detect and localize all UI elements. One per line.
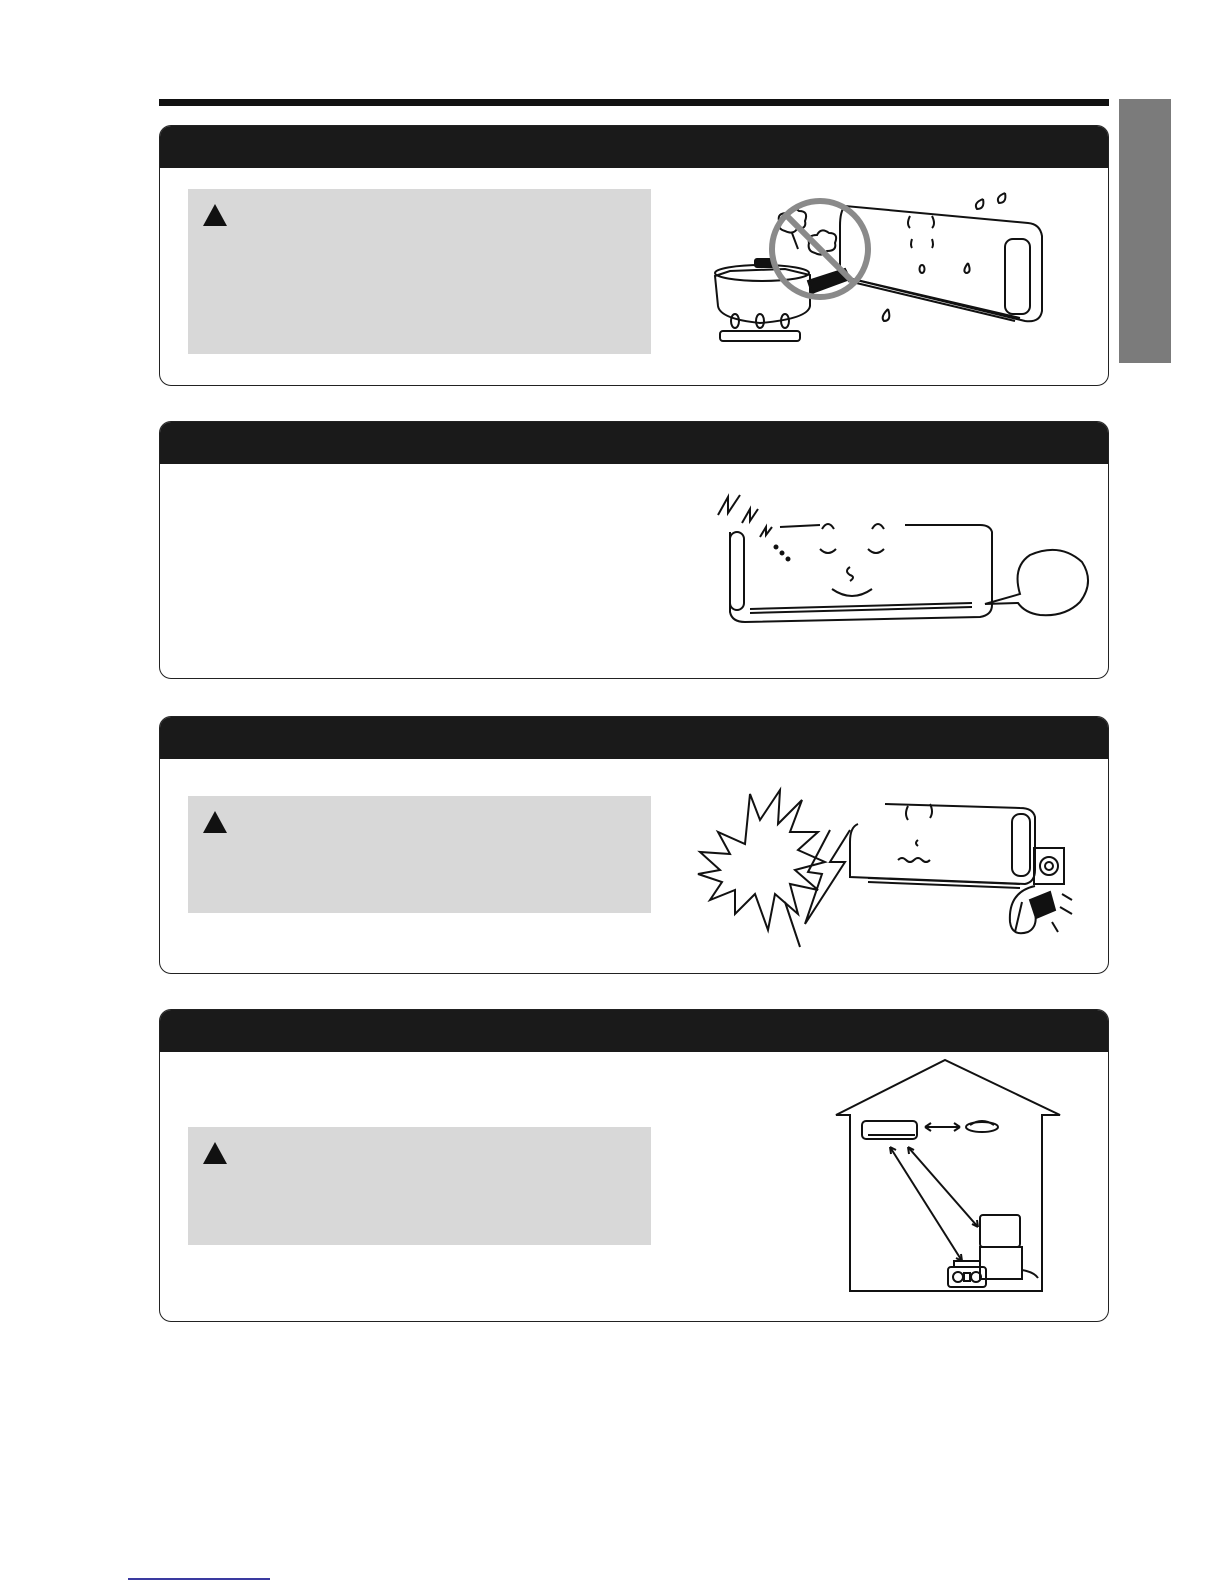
- section-cooking-steam: [159, 125, 1109, 386]
- section-header: [160, 422, 1108, 464]
- warning-triangle-icon: [202, 810, 228, 834]
- house-devices-distance-icon: [830, 1055, 1075, 1295]
- section-lightning: [159, 716, 1109, 974]
- sleeping-ac-unit-icon: [700, 487, 1090, 657]
- caution-box: [188, 1127, 651, 1245]
- section-quiet-operation: [159, 421, 1109, 679]
- top-rule: [159, 99, 1109, 106]
- caution-box: [188, 189, 651, 354]
- footer-underline: [128, 1578, 270, 1580]
- section-side-tab: [1119, 99, 1171, 363]
- warning-triangle-icon: [202, 1141, 228, 1165]
- lightning-unplug-icon: [690, 782, 1080, 967]
- pot-steam-prohibited-icon: [700, 181, 1080, 371]
- section-header: [160, 717, 1108, 759]
- section-header: [160, 126, 1108, 168]
- section-interference: [159, 1009, 1109, 1322]
- section-header: [160, 1010, 1108, 1052]
- warning-triangle-icon: [202, 203, 228, 227]
- caution-box: [188, 796, 651, 913]
